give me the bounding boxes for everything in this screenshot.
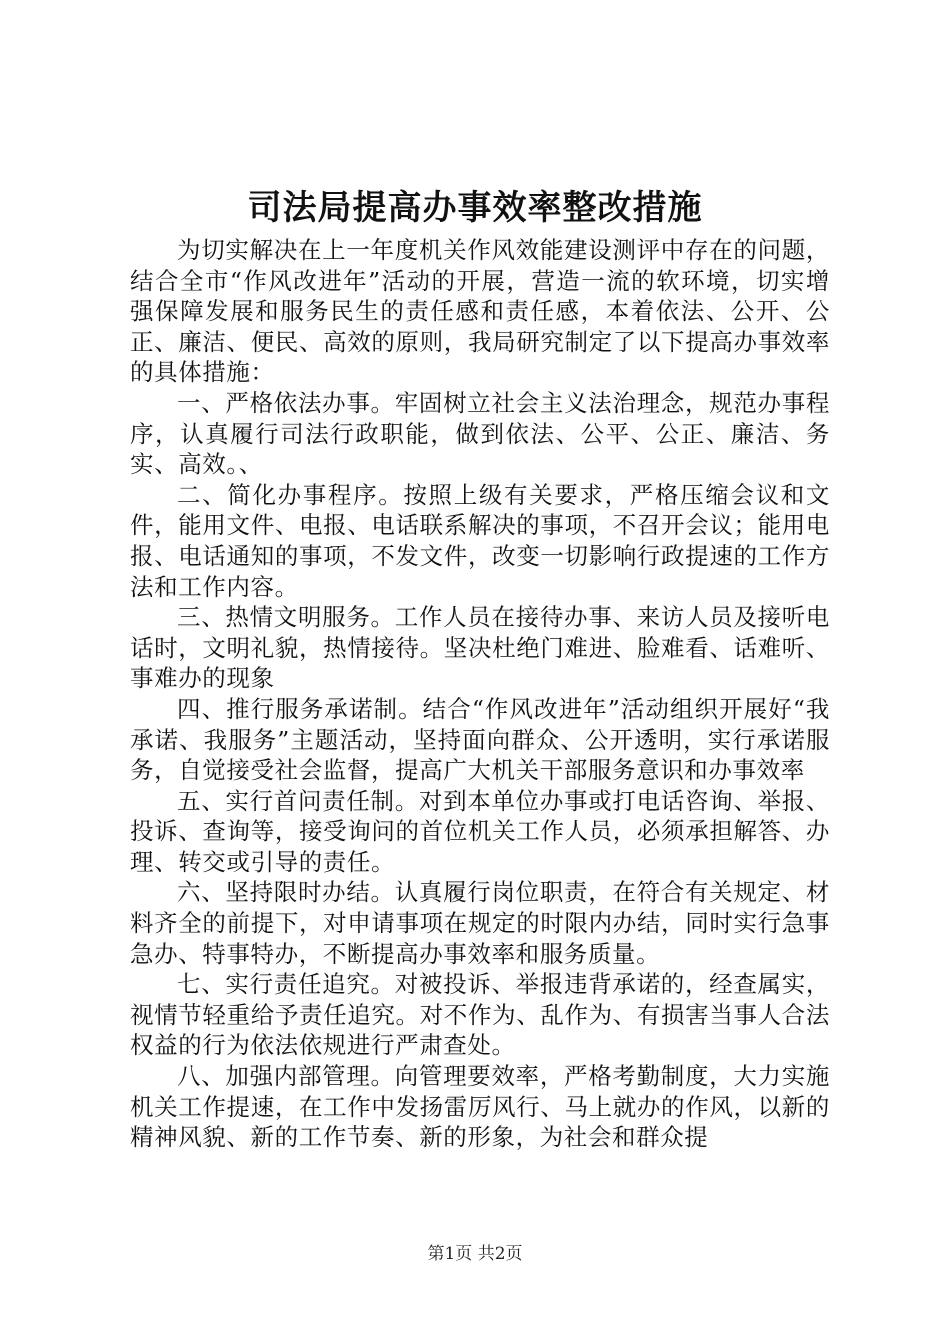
measure-paragraph-8: 八、加强内部管理。向管理要效率，严格考勤制度，大力实施机关工作提速，在工作中发扬雷厉风行、马上就办的作风，以新的精神风貌、新的工作节奏、新的形象，为社会和群众提 bbox=[130, 1062, 830, 1152]
measure-paragraph-5: 五、实行首问责任制。对到本单位办事或打电话咨询、举报、投诉、查询等，接受询问的首位机关工作人员，必须承担解答、办理、转交或引导的责任。 bbox=[130, 786, 830, 876]
measure-paragraph-3: 三、热情文明服务。工作人员在接待办事、来访人员及接听电话时，文明礼貌，热情接待。坚决杜绝门难进、脸难看、话难听、事难办的现象 bbox=[130, 603, 830, 693]
page-number-footer: 第1页 共2页 bbox=[427, 1244, 523, 1264]
measure-paragraph-7: 七、实行责任追究。对被投诉、举报违背承诺的，经查属实，视情节轻重给予责任追究。对不作为、乱作为、有损害当事人合法权益的行为依法依规进行严肃查处。 bbox=[130, 970, 830, 1060]
measure-paragraph-1: 一、严格依法办事。牢固树立社会主义法治理念，规范办事程序，认真履行司法行政职能，做到依法、公平、公正、廉洁、务实、高效。、 bbox=[130, 388, 830, 479]
document-title: 司法局提高办事效率整改措施 bbox=[247, 188, 703, 228]
intro-paragraph: 为切实解决在上一年度机关作风效能建设测评中存在的问题，结合全市“作风改进年”活动的开展，营造一流的软环境，切实增强保障发展和服务民生的责任感和责任感，本着依法、公开、公正、廉洁、便民、高效的原则，我局研究制定了以下提高办事效率的具体措施： bbox=[130, 236, 830, 387]
measure-paragraph-6: 六、坚持限时办结。认真履行岗位职责，在符合有关规定、材料齐全的前提下，对申请事项在规定的时限内办结，同时实行急事急办、特事特办，不断提高办事效率和服务质量。 bbox=[130, 878, 830, 968]
measure-paragraph-2: 二、简化办事程序。按照上级有关要求，严格压缩会议和文件，能用文件、电报、电话联系解决的事项，不召开会议；能用电报、电话通知的事项，不发文件，改变一切影响行政提速的工作方法和工作内容。 bbox=[130, 480, 830, 601]
document-body bbox=[130, 235, 830, 1153]
measure-paragraph-4: 四、推行服务承诺制。结合“作风改进年”活动组织开展好“我承诺、我服务”主题活动，坚持面向群众、公开透明，实行承诺服务，自觉接受社会监督，提高广大机关干部服务意识和办事效率 bbox=[130, 694, 830, 785]
